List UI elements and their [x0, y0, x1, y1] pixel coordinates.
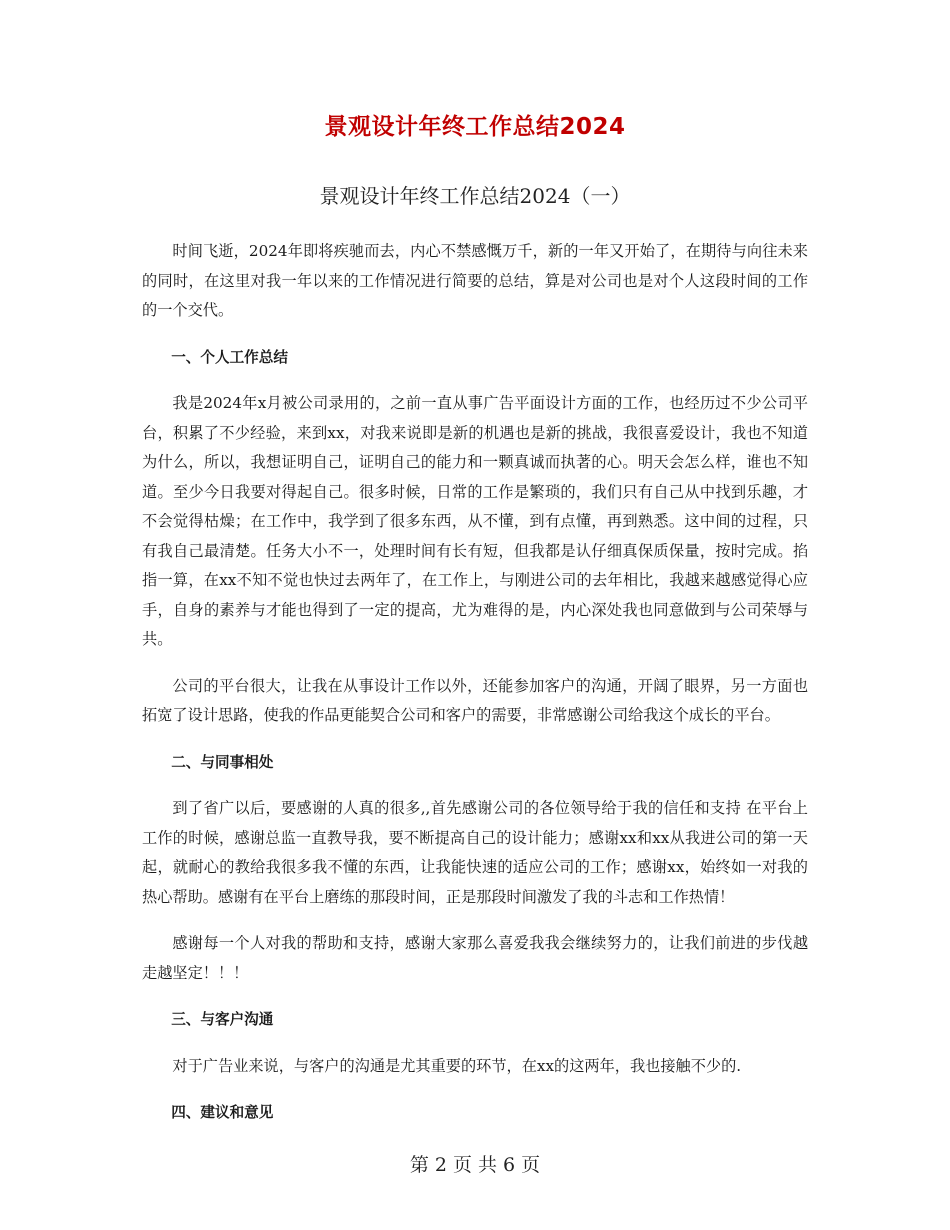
section-heading-suggestions: 四、建议和意见: [171, 1104, 274, 1121]
section-heading-clients: 三、与客户沟通: [171, 1011, 274, 1028]
paragraph-clients: 对于广告业来说，与客户的沟通是尤其重要的环节，在xx的这两年，我也接触不少的.: [172, 1056, 742, 1075]
document-body: [142, 237, 808, 1145]
paragraph-colleagues: 到了省广以后，要感谢的人真的很多,,首先感谢公司的各位领导给于我的信任和支持 在平台上工作的时候，感谢总监一直教导我，要不断提高自己的设计能力；感谢xx和xx从我进公司的第一天起，就耐心的教给我很多我不懂的东西，让我能快速的适应公司的工作；感谢xx，始终如一对我的热心帮助。感谢有在平台上磨练的那段时间，正是那段时间激发了我的斗志和工作热情！: [142, 799, 808, 906]
paragraph-personal-summary: 我是2024年x月被公司录用的，之前一直从事广告平面设计方面的工作，也经历过不少公司平台，积累了不少经验，来到xx，对我来说即是新的机遇也是新的挑战，我很喜爱设计，我也不知道为什么，所以，我想证明自己，证明自己的能力和一颗真诚而执著的心。明天会怎么样，谁也不知道。至少今日我要对得起自己。很多时候，日常的工作是繁琐的，我们只有自己从中找到乐趣，才不会觉得枯燥；在工作中，我学到了很多东西，从不懂，到有点懂，再到熟悉。这中间的过程，只有我自己最清楚。任务大小不一，处理时间有长有短，但我都是认仔细真保质保量，按时完成。掐指一算，在xx不知不觉也快过去两年了，在工作上，与刚进公司的去年相比，我越来越感觉得心应手，自身的素养与才能也得到了一定的提高，尤为难得的是，内心深处我也同意做到与公司荣辱与共。: [142, 394, 808, 648]
paragraph-thanks: 感谢每一个人对我的帮助和支持，感谢大家那么喜爱我我会继续努力的，让我们前进的步伐越走越坚定！！！: [142, 934, 808, 982]
paragraph-intro: 时间飞逝，2024年即将疾驰而去，内心不禁感慨万千，新的一年又开始了，在期待与向往未来的同时，在这里对我一年以来的工作情况进行简要的总结，算是对公司也是对个人这段时间的工作的一个交代。: [142, 242, 808, 319]
document-title: 景观设计年终工作总结2024: [324, 114, 626, 140]
section-heading-colleagues: 二、与同事相处: [171, 753, 274, 771]
section-heading-personal-summary: 一、个人工作总结: [171, 348, 288, 366]
page-number-footer: 第 2 页 共 6 页: [409, 1154, 541, 1176]
paragraph-platform: 公司的平台很大，让我在从事设计工作以外，还能参加客户的沟通，开阔了眼界，另一方面也拓宽了设计思路，使我的作品更能契合公司和客户的需要，非常感谢公司给我这个成长的平台。: [142, 676, 808, 724]
document-subtitle: 景观设计年终工作总结2024（一）: [319, 184, 631, 208]
